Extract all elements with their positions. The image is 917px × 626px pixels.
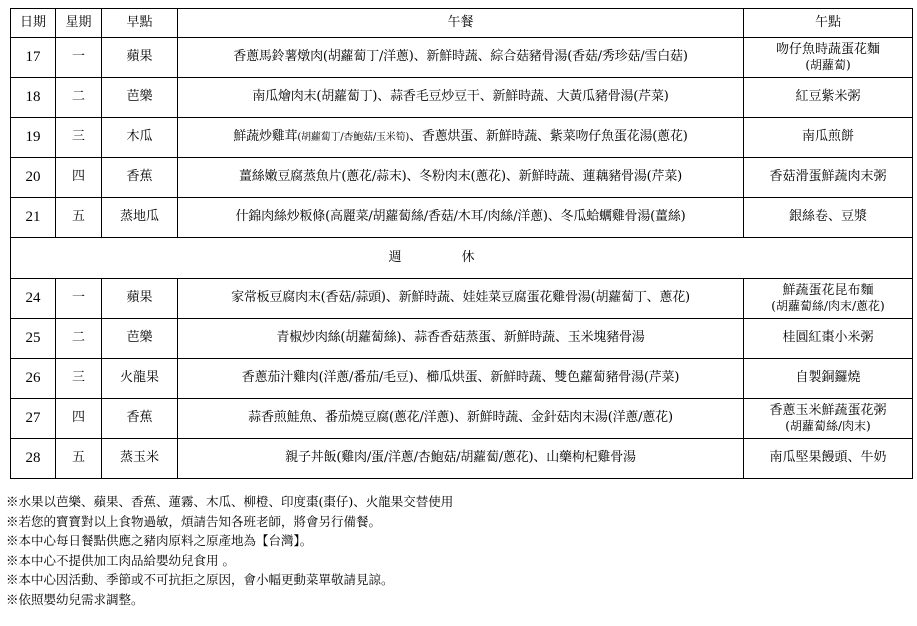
holiday-label: 週休	[11, 238, 913, 279]
table-row	[11, 439, 913, 479]
header-lunch: 午餐	[178, 9, 744, 38]
snack-cell	[744, 198, 913, 238]
breakfast-cell: 香蕉	[102, 399, 178, 439]
snack-text: 南瓜堅果饅頭、牛奶	[769, 450, 887, 466]
note-line: ※本中心因活動、季節或不可抗拒之原因，會小幅更動菜單敬請見諒。	[6, 572, 394, 587]
snack-text: 吻仔魚時蔬蛋花麵	[775, 41, 880, 57]
lunch-cell: 親子丼飯(雞肉/蛋/洋蔥/杏鮑菇/胡蘿蔔/蔥花)、山藥枸杞雞骨湯	[178, 439, 744, 479]
snack-cell	[744, 118, 913, 158]
table-row	[11, 399, 913, 439]
date-cell: 18	[11, 78, 56, 118]
header-date: 日期	[11, 9, 56, 38]
breakfast-cell: 蒸地瓜	[102, 198, 178, 238]
weekday-cell: 一	[56, 38, 102, 78]
table-row	[11, 38, 913, 78]
snack-text: 南瓜煎餅	[801, 129, 854, 145]
holiday-row	[11, 238, 913, 279]
lunch-cell: 家常板豆腐肉末(香菇/蒜頭)、新鮮時蔬、娃娃菜豆腐蛋花雞骨湯(胡蘿蔔丁、蔥花)	[178, 279, 744, 319]
table-row	[11, 78, 913, 118]
snack-text: 香菇滑蛋鮮蔬肉末粥	[769, 169, 887, 185]
header-weekday: 星期	[56, 9, 102, 38]
weekday-cell: 五	[56, 439, 102, 479]
snack-text: 鮮蔬蛋花昆布麵	[782, 282, 874, 298]
lunch-rest: 、香蔥烘蛋、新鮮時蔬、紫菜吻仔魚蛋花湯(蔥花)	[409, 129, 688, 145]
snack-cell	[744, 78, 913, 118]
weekday-cell: 三	[56, 359, 102, 399]
lunch-cell: 南瓜燴肉末(胡蘿蔔丁)、蒜香毛豆炒豆干、新鮮時蔬、大黃瓜豬骨湯(芹菜)	[178, 78, 744, 118]
weekday-cell: 五	[56, 198, 102, 238]
lunch-cell: 青椒炒肉絲(胡蘿蔔絲)、蒜香香菇蒸蛋、新鮮時蔬、玉米塊豬骨湯	[178, 319, 744, 359]
lunch-small: (胡蘿蔔丁/杏鮑菇/玉米筍)	[297, 132, 410, 144]
snack-cell	[744, 439, 913, 479]
breakfast-cell: 蒸玉米	[102, 439, 178, 479]
date-cell: 28	[11, 439, 56, 479]
lunch-cell: 什錦肉絲炒粄條(高麗菜/胡蘿蔔絲/香菇/木耳/肉絲/洋蔥)、冬瓜蛤蠣雞骨湯(薑絲)	[178, 198, 744, 238]
note-line: ※若您的寶寶對以上食物過敏，煩請告知各班老師，將會另行備餐。	[6, 513, 382, 529]
weekday-cell: 一	[56, 279, 102, 319]
lunch-cell: 香蔥馬鈴薯燉肉(胡蘿蔔丁/洋蔥)、新鮮時蔬、綜合菇豬骨湯(香菇/秀珍菇/雪白菇)	[178, 38, 744, 78]
header-breakfast: 早點	[102, 9, 178, 38]
weekday-cell: 二	[56, 78, 102, 118]
snack-sub: (胡蘿蔔絲/肉末/蔥花)	[771, 299, 885, 314]
date-cell: 24	[11, 279, 56, 319]
date-cell: 20	[11, 158, 56, 198]
lunch-cell	[178, 118, 744, 158]
breakfast-cell: 蘋果	[102, 279, 178, 319]
snack-cell	[744, 279, 913, 319]
table-row	[11, 359, 913, 399]
lunch-cell: 蒜香煎鮭魚、番茄燒豆腐(蔥花/洋蔥)、新鮮時蔬、金針菇肉末湯(洋蔥/蔥花)	[178, 399, 744, 439]
lunch-cell: 香蔥茄汁雞肉(洋蔥/番茄/毛豆)、櫛瓜烘蛋、新鮮時蔬、雙色蘿蔔豬骨湯(芹菜)	[178, 359, 744, 399]
weekday-cell: 四	[56, 399, 102, 439]
date-cell: 19	[11, 118, 56, 158]
snack-cell	[744, 359, 913, 399]
date-cell: 25	[11, 319, 56, 359]
snack-text: 香蔥玉米鮮蔬蛋花粥	[769, 402, 887, 418]
note-line: ※本中心每日餐點供應之豬肉原料之原產地為【台灣】。	[6, 533, 313, 548]
snack-sub: (胡蘿蔔)	[805, 58, 851, 73]
snack-text: 銀絲卷、豆漿	[788, 209, 867, 225]
lunch-cell: 薑絲嫩豆腐蒸魚片(蔥花/蒜末)、冬粉肉末(蔥花)、新鮮時蔬、蓮藕豬骨湯(芹菜)	[178, 158, 744, 198]
table-row	[11, 319, 913, 359]
snack-text: 自製銅鑼燒	[795, 370, 861, 386]
weekday-cell: 三	[56, 118, 102, 158]
table-row	[11, 158, 913, 198]
weekday-cell: 二	[56, 319, 102, 359]
note-line: ※水果以芭樂、蘋果、香蕉、蓮霧、木瓜、柳橙、印度棗(棗仔)、火龍果交替使用	[6, 494, 454, 509]
menu-table	[10, 8, 913, 479]
breakfast-cell: 木瓜	[102, 118, 178, 158]
weekday-cell: 四	[56, 158, 102, 198]
note-line: ※依照嬰幼兒需求調整。	[6, 591, 144, 607]
header-row	[11, 9, 913, 38]
table-row	[11, 279, 913, 319]
breakfast-cell: 芭樂	[102, 78, 178, 118]
date-cell: 21	[11, 198, 56, 238]
table-row	[11, 198, 913, 238]
lunch-main: 鮮蔬炒雞茸	[233, 129, 298, 145]
snack-cell	[744, 319, 913, 359]
notes	[6, 492, 453, 609]
date-cell: 27	[11, 399, 56, 439]
date-cell: 26	[11, 359, 56, 399]
snack-text: 桂圓紅棗小米粥	[782, 330, 874, 346]
snack-cell	[744, 399, 913, 439]
snack-sub: (胡蘿蔔絲/肉末)	[785, 419, 871, 434]
table-row	[11, 118, 913, 158]
date-cell: 17	[11, 38, 56, 78]
note-line: ※本中心不提供加工肉品給嬰幼兒食用 。	[6, 552, 235, 568]
breakfast-cell: 香蕉	[102, 158, 178, 198]
breakfast-cell: 芭樂	[102, 319, 178, 359]
snack-cell	[744, 158, 913, 198]
snack-text: 紅豆紫米粥	[795, 89, 861, 105]
breakfast-cell: 火龍果	[102, 359, 178, 399]
header-snack: 午點	[744, 9, 913, 38]
breakfast-cell: 蘋果	[102, 38, 178, 78]
snack-cell	[744, 38, 913, 78]
